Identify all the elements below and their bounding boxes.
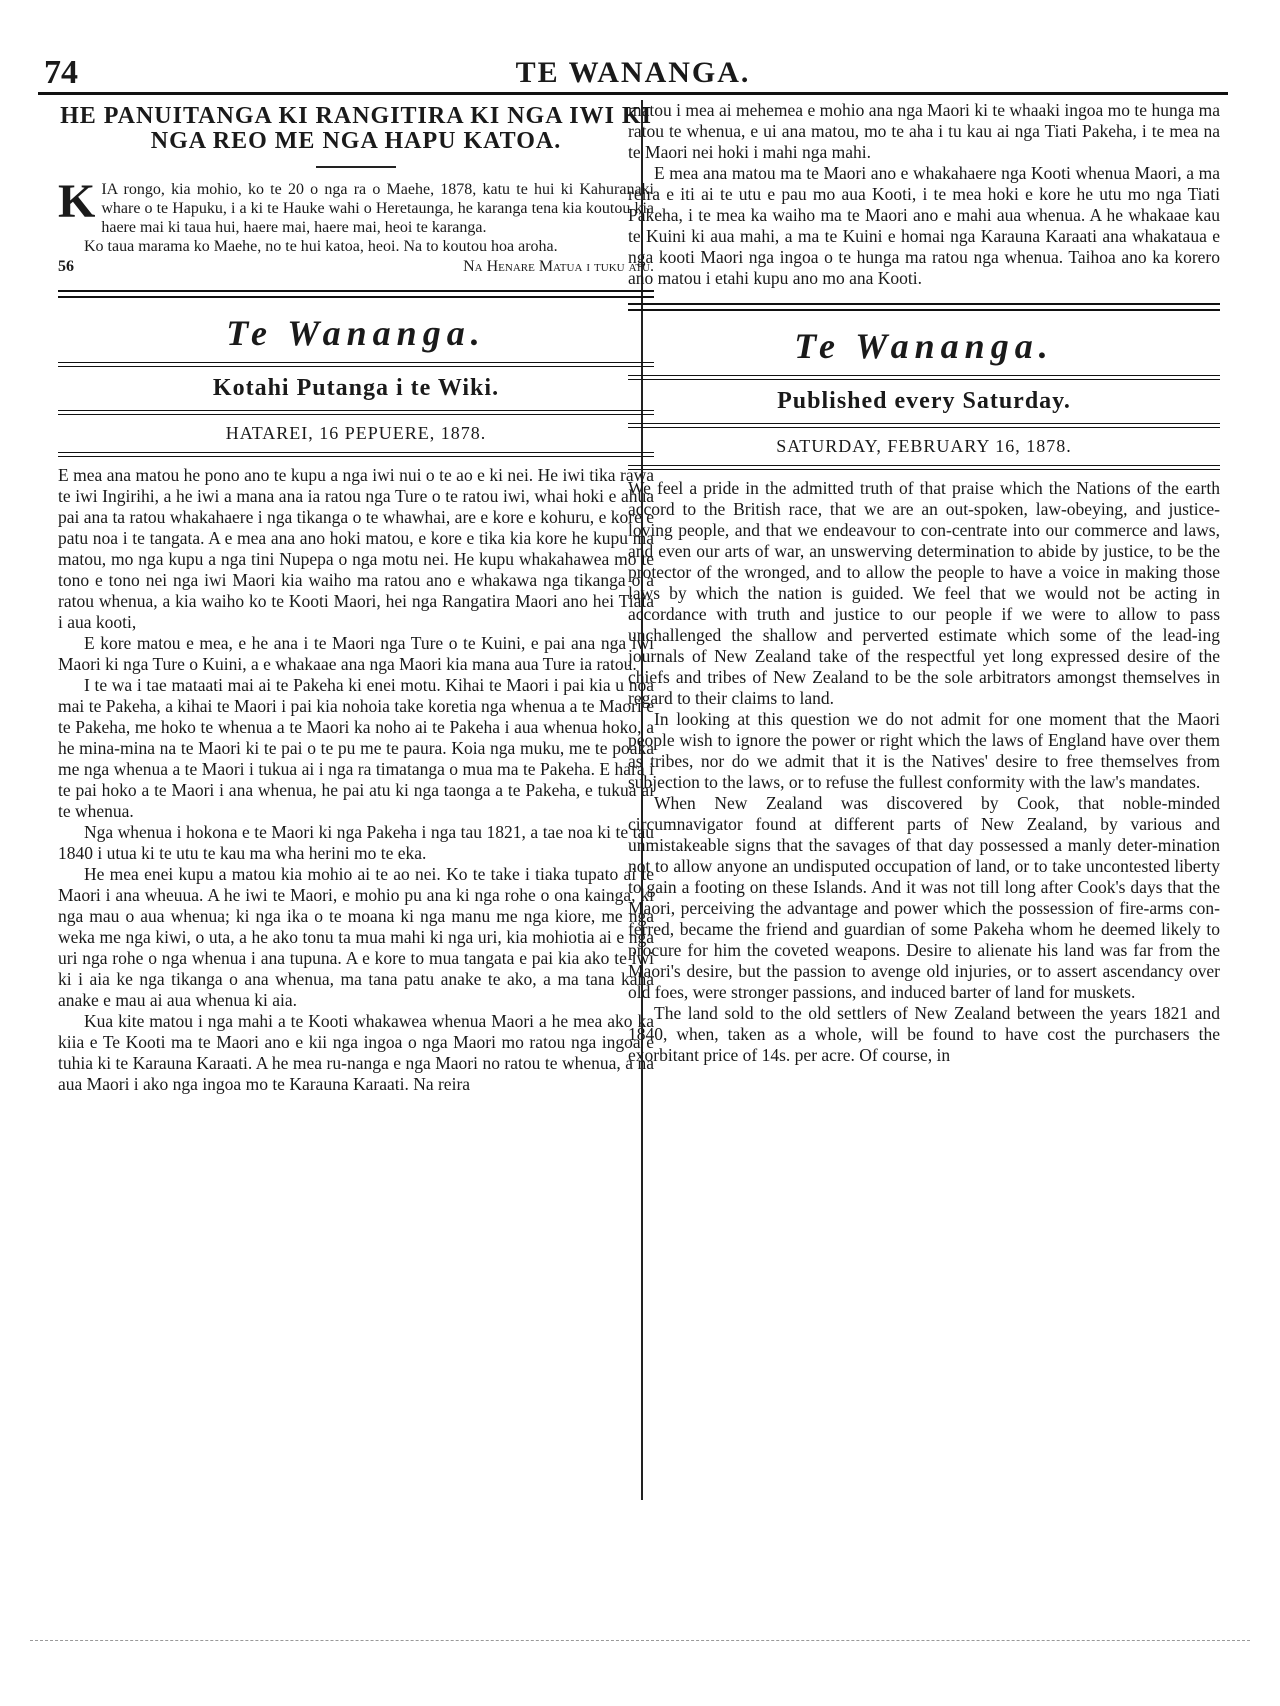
notice-body: [58, 175, 654, 237]
english-subhead: Published every Saturday.: [777, 388, 1071, 414]
maori-article: [58, 465, 654, 1095]
newspaper-title: TE WANANGA.: [515, 56, 751, 89]
right-column: [628, 100, 1220, 1500]
maori-masthead: Te Wananga.: [226, 313, 486, 353]
notice-heading: HE PANUITANGA KI RANGITIRA KI NGA IWI KI NGA REO ME NGA HAPU KATOA.: [60, 103, 652, 154]
article-paragraph: matou i mea ai mehemea e mohio ana nga Maori ki te whaaki ingoa mo te hunga ma ratou te whenua, e ui ana matou, mo te aha i tu kau ai nga Tiati Pakeha, i te mea na te Maori nei hoki i mahi nga mahi.: [628, 100, 1220, 162]
article-paragraph: The land sold to the old settlers of New Zealand between the years 1821 and 1840, when, taken as a whole, will be found to have cost the purchasers the exorbitant price of 14s. per acre. Of course, in: [628, 1003, 1220, 1065]
left-column: [58, 100, 654, 1500]
article-paragraph: In looking at this question we do not admit for one moment that the Maori people wish to ignore the power or right which the laws of England have over them as tribes, nor do we admit that it is the Natives' desire to free themselves from subjection to the laws, or to refuse the fullest conformity with the law's mandates.: [628, 709, 1220, 792]
double-rule: [58, 452, 654, 457]
article-paragraph: He mea enei kupu a matou kia mohio ai te ao nei. Ko te take i tiaka tupato ai te Maori i ana wheuua. A he iwi te Maori, e mohio pu ana ki nga rohe o ona kainga, ki nga mau o aua whenua; ki nga ika o te moana ki nga manu me nga kiore, me nga weka me nga kiwi, o uta, a he ako tonu ta mua mahi ki nga uri, kia mohiotia ai e nga uri nga rohe o nga whenua i ana tupuna. A e kore to mua tangata e pai kia ako te iwi ki i aia ke nga tikanga o ana whenua, ma tana patu anake te ako, a ma tana kaha anake e mau ai aua whenua ki aia.: [58, 864, 654, 1010]
page-header: [38, 52, 1228, 95]
notice-body-text: IA rongo, kia mohio, ko te 20 o nga ra o Maehe, 1878, katu te hui ki Kahuranaki whare o te Hapuku, i a ki te Hauke wahi o Heretaunga, he karanga tena kia koutou kia haere mai ki taua hui, haere mai, haere mai, heoi te karanga.: [101, 181, 654, 236]
article-paragraph: I te wa i tae mataati mai ai te Pakeha ki enei motu. Kihai te Maori i pai kia u noa mai te Pakeha, a kihai te Maori i pai kia nohoia take koretia nga whenua a te Maori e te Pakeha, me hoko te whenua a te Maori ka noho ai te Pakeha i aua whenua hoko, a he mina-mina na te Maori ki te pai o te pu me te paura. Koia nga muku, me te poaka me nga whenua a te Maori i tukua ai i nga ra timatanga o mua ma te Pakeha. E hara i te pai hoko a te Maori i ana whenua, he pai atu ki nga taonga a te Pakeha, e tukua ai te whenua.: [58, 675, 654, 821]
article-paragraph: E mea ana matou ma te Maori ano e whakahaere nga Kooti whenua Maori, a ma reira e iti ai te utu e pau mo aua Kooti, i te mea hoki e kore he utu mo nga Tiati Pakeha, i te mea ka waiho ma te Maori ano e mahi aua whenua. A he whakaae kau te Kuini ki aua mahi, a ma te Kuini e homai nga Karauna Karaati ana whakataua e nga kooti Maori nga ingoa o te hunga ma ratou nga whenua. Taihoa ano ka korero ano matou i etahi kupu ano mo ana Kooti.: [628, 163, 1220, 288]
article-paragraph: E kore matou e mea, e he ana i te Maori nga Ture o te Kuini, e pai ana nga iwi Maori ki nga Ture o Kuini, a e whakaae ana nga Maori kia mana aua Ture ia ratou.: [58, 633, 654, 674]
page-bottom-edge: [30, 1640, 1250, 1642]
notice-signature: Na Henare Matua i tuku atu.: [463, 258, 654, 275]
article-paragraph: Nga whenua i hokona e te Maori ki nga Pakeha i nga tau 1821, a tae noa ki te tau 1840 i utua ki te utu te kau ma wha herini mo te eka.: [58, 822, 654, 863]
maori-article-continued: [628, 100, 1220, 289]
article-paragraph: We feel a pride in the admitted truth of that praise which the Nations of the earth accord to the British race, that we are an out-spoken, law-obeying, and justice-loving people, and that we endeavour to con-centrate into our commerce and laws, and even our arts of war, an unswerving determination to abide by justice, to be the protector of the wronged, and to allow the people to have a voice in making those laws by which the nation is guided. We feel that we would not be acting in accordance with truth and justice to our people if we were to allow to pass unchallenged the shallow and perverted estimate which some of the lead-ing journals of New Zealand take of the respectful yet long expressed desire of the chiefs and tribes of New Zealand to be the sole arbitrators amongst themselves in regard to their claims to land.: [628, 478, 1220, 708]
section-divider: [58, 290, 654, 298]
maori-dateline: HATAREI, 16 PEPUERE, 1878.: [225, 423, 487, 443]
short-divider: [316, 166, 396, 168]
maori-subhead: Kotahi Putanga i te Wiki.: [212, 375, 500, 401]
article-paragraph: When New Zealand was discovered by Cook, that noble-minded circumnavigator found at different parts of New Zealand, by various and unmistakeable signs that the savages of that day possessed a manly deter-mination not to allow anyone an undisputed occupation of land, or to take uncontested liberty to gain a footing on these Islands. And it was not till long after Cook's days that the Maori, perceiving the advantage and power which the possession of fire-arms con-ferred, became the friend and guardian of some Pakeha whom he deemed likely to procure for him the coveted weapons. Desire to alienate his land was far from the Maori's desire, but the passion to avenge old injuries, or to assert ascendancy over old foes, were stronger passions, and induced barter of land for muskets.: [628, 793, 1220, 1002]
double-rule: [628, 465, 1220, 470]
notice-footer: [58, 258, 654, 276]
english-masthead: Te Wananga.: [794, 326, 1054, 366]
double-rule: [628, 423, 1220, 428]
english-dateline: SATURDAY, FEBRUARY 16, 1878.: [776, 436, 1072, 456]
notice-dropcap: K: [58, 175, 96, 228]
section-divider: [628, 303, 1220, 311]
english-article: [628, 478, 1220, 1066]
article-paragraph: E mea ana matou he pono ano te kupu a nga iwi nui o te ao e ki nei. He iwi tika rawa te iwi Ingirihi, a he iwi a mana ana ia ratou nga Ture o te ratou iwi, whai hoki e ahua pai ana ta ratou whakahaere i nga tikanga o te whawhai, are e kore e kohuru, e kore e patu noa i te tangata. A e mea ana ano hoki matou, e kore e tika kia kore he kupu ma matou, mo nga kupu a nga tini Nupepa o nga motu nei. He kupu whakahawea mo te tono e tono nei nga iwi Maori kia waiho ma ratou ano e whakawa nga tikanga o a ratou whenua, a kia waiho ko te Kooti Maori, hei nga Rangatira Maori ano hei Tiata i aua kooti,: [58, 465, 654, 632]
article-paragraph: Kua kite matou i nga mahi a te Kooti whakawea whenua Maori a he mea ako ka kiia e Te Kooti ma te Maori ano e kii nga ingoa o nga Maori mo ratou nga ingoa e tuhia ki te Karauna Karaati. A he mea ru-nanga e nga Maori no ratou te whenua, a na aua Maori i ako nga ingoa mo te Karauna Karaati. Na reira: [58, 1011, 654, 1094]
page-number: 74: [44, 54, 78, 91]
double-rule: [58, 410, 654, 415]
double-rule: [58, 362, 654, 367]
notice-number: 56: [58, 258, 74, 275]
notice-closing: Ko taua marama ko Maehe, no te hui katoa, heoi. Na to koutou hoa aroha.: [84, 238, 558, 255]
double-rule: [628, 375, 1220, 380]
